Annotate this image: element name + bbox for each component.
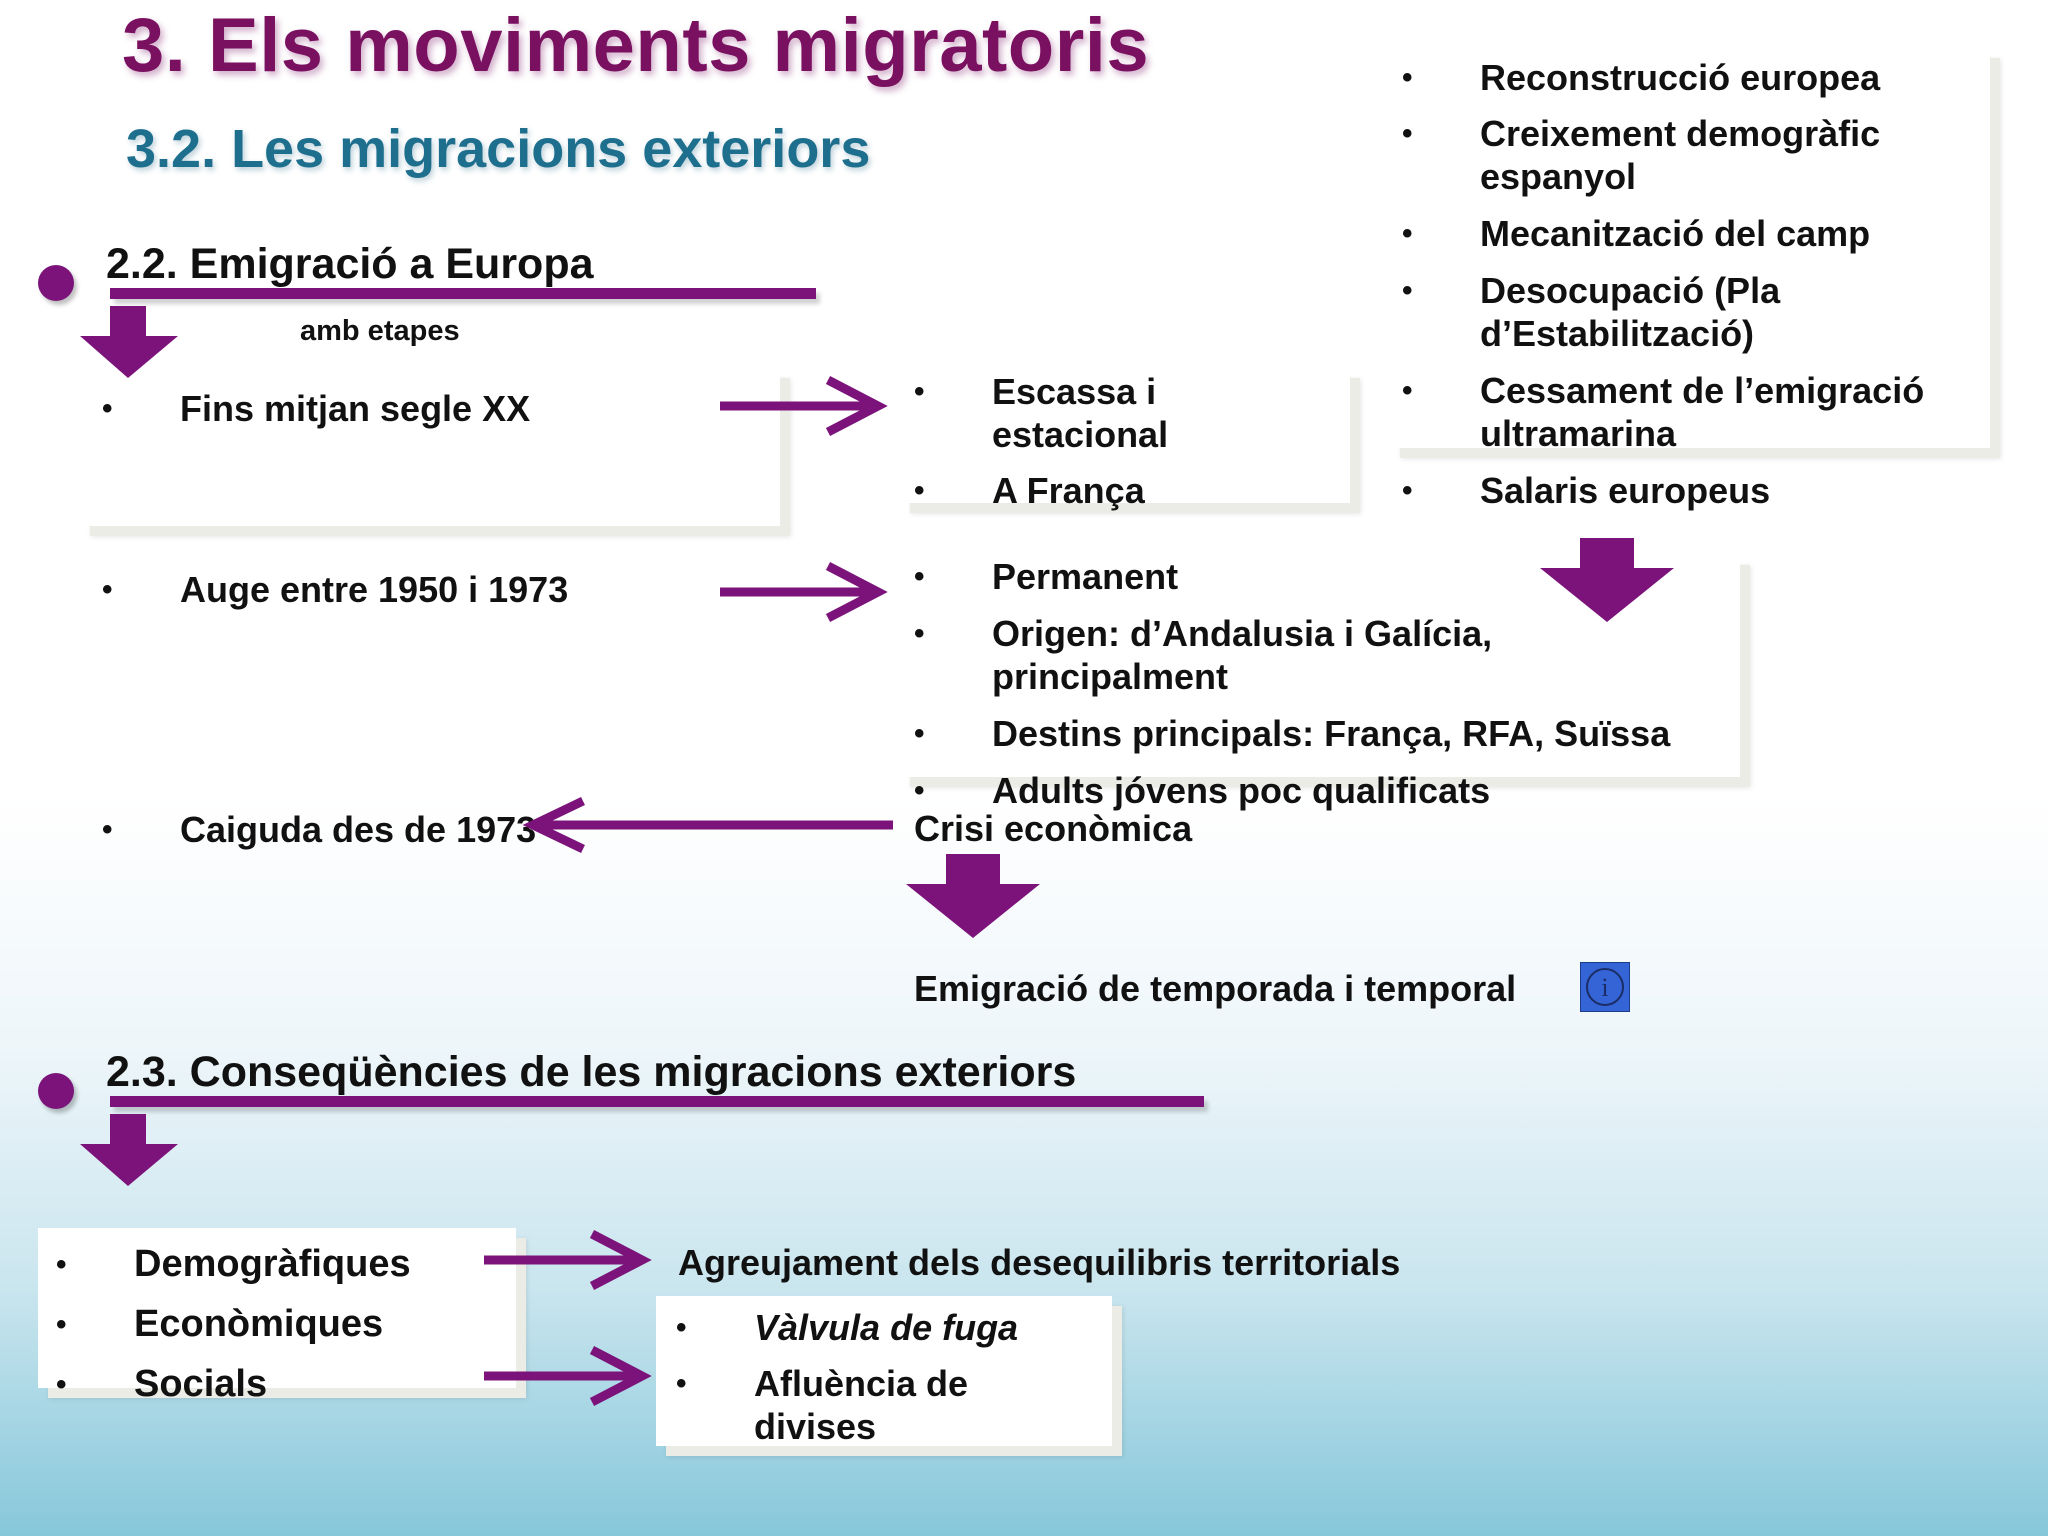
- info-button[interactable]: [1580, 962, 1630, 1012]
- arrow-demographic: [482, 1230, 652, 1292]
- cause-1-text: Reconstrucció europea: [1480, 57, 1881, 98]
- info-icon: [1583, 965, 1627, 1009]
- bullet: •: [102, 573, 113, 606]
- cause-3: [1402, 212, 1982, 258]
- stage2-label: Auge entre 1950 i 1973: [180, 569, 569, 610]
- cause-6: [1402, 469, 1982, 515]
- stage1-trait-1-text: Escassa i estacional: [992, 371, 1169, 455]
- economic-effect-2-text: Afluència de divises: [754, 1363, 969, 1447]
- page-title: 3. Els moviments migratoris: [122, 3, 1150, 88]
- bullet: •: [914, 560, 925, 593]
- economic-effect-1: [676, 1306, 1096, 1352]
- consequence-type-3-text: Socials: [134, 1363, 268, 1405]
- cause-6-text: Salaris europeus: [1480, 470, 1771, 511]
- arrow-crisis-to-stage3: [525, 798, 895, 860]
- arrow-economic: [482, 1346, 652, 1408]
- cause-2-text: Creixement demogràfic espanyol: [1480, 113, 1881, 197]
- heading-underline-consequences: [110, 1096, 1204, 1107]
- stage2-trait-1-text: Permanent: [992, 556, 1179, 597]
- bullet: •: [676, 1367, 687, 1400]
- stage2-trait-3: [914, 712, 1734, 758]
- stage1-label: Fins mitjan segle XX: [180, 388, 531, 429]
- stage1-trait-2-text: A França: [992, 470, 1145, 511]
- economic-effect-1-text: Vàlvula de fuga: [754, 1307, 1019, 1348]
- page-subtitle: 3.2. Les migracions exteriors: [126, 119, 871, 179]
- bullet: •: [56, 1308, 67, 1341]
- arrow-stage2-to-traits: [718, 562, 888, 624]
- demographic-effect: Agreujament dels desequilibris territorials: [678, 1242, 1401, 1283]
- consequence-type-1-text: Demogràfiques: [134, 1243, 411, 1285]
- economic-effect-2: [676, 1362, 1096, 1452]
- cause-1: [1402, 56, 1982, 102]
- stage2-trait-4-text: Adults jóvens poc qualificats: [992, 770, 1491, 811]
- cause-5: [1402, 369, 1982, 459]
- stage2-trait-2-text: Origen: d’Andalusia i Galícia, principalment: [992, 613, 1493, 697]
- bullet: •: [1402, 474, 1413, 507]
- cause-3-text: Mecanització del camp: [1480, 213, 1871, 254]
- cause-5-text: Cessament de l’emigració ultramarina: [1480, 370, 1925, 454]
- bullet: •: [1402, 117, 1413, 150]
- bullet: •: [1402, 274, 1413, 307]
- bullet: •: [1402, 61, 1413, 94]
- section-heading-europe: 2.2. Emigració a Europa: [106, 240, 594, 288]
- stage2-item: [102, 568, 702, 614]
- cause-4-text: Desocupació (Pla d’Estabilització): [1480, 270, 1781, 354]
- bullet: •: [1402, 374, 1413, 407]
- down-arrow-crisis: [906, 854, 1040, 940]
- stage2-trait-3-text: Destins principals: França, RFA, Suïssa: [992, 713, 1671, 754]
- bullet: •: [914, 774, 925, 807]
- section-bullet-consequences: [38, 1073, 74, 1109]
- info-icon-letter: i: [1601, 973, 1609, 1002]
- bullet: •: [56, 1368, 67, 1401]
- stage1-trait-2: [914, 469, 1334, 515]
- stages-label: amb etapes: [300, 315, 460, 347]
- stage3-label: Caiguda des de 1973: [180, 809, 537, 850]
- heading-underline-europe: [110, 288, 816, 299]
- stage2-trait-2: [914, 612, 1734, 702]
- stage1-item: [102, 387, 702, 433]
- section-heading-consequences: 2.3. Conseqüències de les migracions exteriors: [106, 1048, 1077, 1096]
- consequence-type-3: [56, 1363, 496, 1409]
- stage1-trait-1: [914, 370, 1334, 460]
- bullet: •: [1402, 217, 1413, 250]
- down-arrow-consequences: [80, 1114, 180, 1188]
- bullet: •: [56, 1248, 67, 1281]
- arrow-stage1-to-traits: [718, 376, 888, 438]
- section-bullet-europe: [38, 265, 74, 301]
- result-label: Emigració de temporada i temporal: [914, 968, 1517, 1009]
- bullet: •: [914, 617, 925, 650]
- cause-2: [1402, 112, 1982, 202]
- bullet: •: [676, 1311, 687, 1344]
- cause-4: [1402, 269, 1982, 359]
- crisis-label: Crisi econòmica: [914, 808, 1193, 849]
- bullet: •: [914, 375, 925, 408]
- down-arrow-europe: [80, 306, 180, 380]
- stage2-trait-1: [914, 555, 1734, 601]
- bullet: •: [914, 474, 925, 507]
- bullet: •: [102, 813, 113, 846]
- consequence-type-2-text: Econòmiques: [134, 1303, 384, 1345]
- bullet: •: [914, 717, 925, 750]
- consequence-type-1: [56, 1243, 496, 1289]
- bullet: •: [102, 392, 113, 425]
- consequence-type-2: [56, 1303, 496, 1349]
